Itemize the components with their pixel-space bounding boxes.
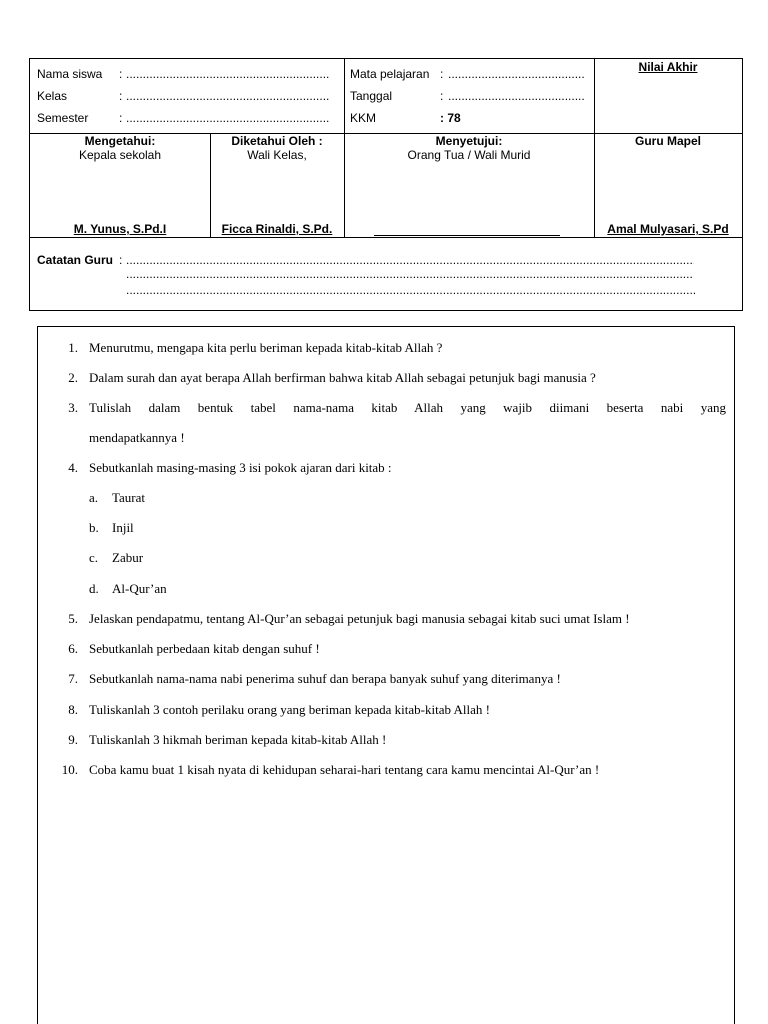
question-number: 5.	[68, 611, 78, 626]
signature-role: Orang Tua / Wali Murid	[407, 148, 531, 162]
notes-line[interactable]	[126, 267, 692, 281]
signature-name: Amal Mulyasari, S.Pd	[607, 222, 729, 236]
signature-name: Ficca Rinaldi, S.Pd.	[221, 222, 333, 236]
kkm-label: KKM	[350, 111, 377, 125]
subject-field[interactable]	[448, 67, 584, 81]
class-field[interactable]	[126, 89, 330, 103]
semester-field[interactable]	[126, 111, 330, 125]
signature-title: Menyetujui:	[435, 134, 503, 148]
sub-item-text: Injil	[112, 520, 134, 535]
notes-line[interactable]	[126, 253, 694, 267]
student-name-label: Nama siswa	[37, 67, 103, 81]
question-number: 1.	[68, 340, 78, 355]
question-number: 8.	[68, 702, 78, 717]
signature-role: Wali Kelas,	[247, 148, 307, 162]
subject-label: Mata pelajaran	[350, 67, 430, 81]
semester-label: Semester	[37, 111, 89, 125]
parent-signature-line[interactable]	[374, 235, 560, 236]
colon: :	[119, 253, 123, 267]
signature-title: Guru Mapel	[634, 134, 701, 148]
question-text: Tulislah dalam bentuk tabel nama-nama kitab Allah yang wajib diimani beserta nabi yang	[89, 400, 726, 415]
sub-item-text: Zabur	[112, 550, 144, 565]
question-text-continued: mendapatkannya !	[89, 430, 185, 445]
question-text: Dalam surah dan ayat berapa Allah berfirman bahwa kitab Allah sebagai petunjuk bagi manusia ?	[89, 370, 596, 385]
colon: :	[440, 89, 444, 103]
sub-item-letter: c.	[89, 550, 99, 565]
colon: :	[440, 67, 444, 81]
question-number: 2.	[68, 370, 78, 385]
question-text: Tuliskanlah 3 contoh perilaku orang yang beriman kepada kitab-kitab Allah !	[89, 702, 490, 717]
sub-item-letter: d.	[89, 581, 99, 596]
question-text: Jelaskan pendapatmu, tentang Al-Qur’an sebagai petunjuk bagi manusia sebagai kitab suci umat Islam !	[89, 611, 630, 626]
signature-name: M. Yunus, S.Pd.I	[73, 222, 167, 236]
sub-item-text: Taurat	[112, 490, 146, 505]
signature-role: Kepala sekolah	[78, 148, 162, 162]
final-score-label: Nilai Akhir	[638, 60, 698, 74]
column-divider	[344, 59, 345, 133]
column-divider	[594, 59, 595, 237]
sub-item-letter: a.	[89, 490, 99, 505]
question-text: Sebutkanlah nama-nama nabi penerima suhuf dan berapa banyak suhuf yang diterimanya !	[89, 671, 561, 686]
question-number: 6.	[68, 641, 78, 656]
date-label: Tanggal	[350, 89, 393, 103]
question-text: Sebutkanlah masing-masing 3 isi pokok ajaran dari kitab :	[89, 460, 392, 475]
kkm-value: : 78	[440, 111, 461, 125]
question-text: Coba kamu buat 1 kisah nyata di kehidupan seharai-hari tentang cara kamu mencintai Al-Qur’an !	[89, 762, 600, 777]
question-text: Sebutkanlah perbedaan kitab dengan suhuf !	[89, 641, 320, 656]
class-label: Kelas	[37, 89, 68, 103]
question-number: 4.	[68, 460, 78, 475]
question-text: Menurutmu, mengapa kita perlu beriman kepada kitab-kitab Allah ?	[89, 340, 443, 355]
student-name-field[interactable]	[126, 67, 330, 81]
question-number: 7.	[68, 671, 78, 686]
signature-title: Diketahui Oleh :	[231, 134, 323, 148]
notes-line[interactable]	[126, 283, 696, 297]
sub-item-text: Al-Qur’an	[112, 581, 167, 596]
question-number: 3.	[68, 400, 78, 415]
colon: :	[119, 67, 123, 81]
question-number: 10.	[61, 762, 78, 777]
date-field[interactable]	[448, 89, 584, 103]
colon: :	[119, 89, 123, 103]
signature-title: Mengetahui:	[84, 134, 156, 148]
question-text: Tuliskanlah 3 hikmah beriman kepada kitab-kitab Allah !	[89, 732, 387, 747]
colon: :	[119, 111, 123, 125]
row-divider	[30, 237, 742, 238]
sub-item-letter: b.	[89, 520, 99, 535]
notes-label: Catatan Guru	[37, 253, 114, 267]
question-number: 9.	[68, 732, 78, 747]
